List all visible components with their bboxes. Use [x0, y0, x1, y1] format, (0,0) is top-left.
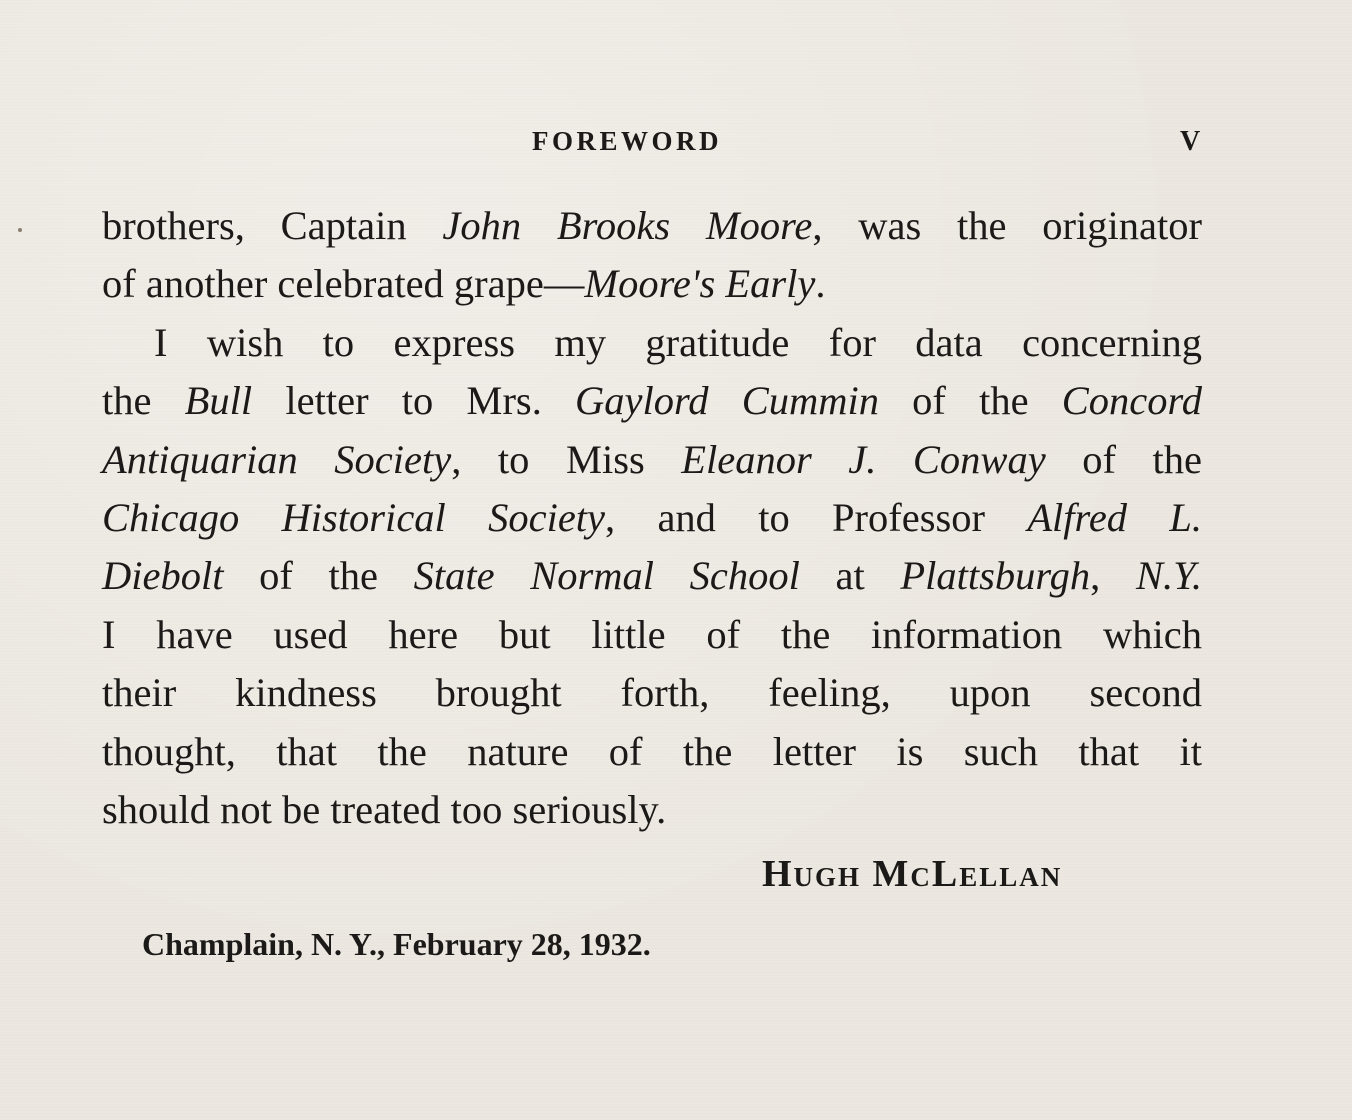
text-line [102, 781, 1202, 839]
text-line [102, 606, 1202, 664]
italic-run: Gaylord Cummin [575, 378, 879, 424]
text-run: their kindness brought forth, feeling, upon second [102, 670, 1202, 716]
text-run: thought, that the nature of the letter is such that it [102, 728, 1202, 774]
italic-run: Concord [1061, 378, 1202, 424]
text-line [102, 547, 1202, 605]
italic-run: Antiquarian Society [102, 436, 452, 482]
text-run: , was the originator [812, 203, 1203, 248]
italic-run: Plattsburgh [900, 553, 1091, 599]
text-run: brothers, Captain [102, 203, 443, 248]
text-line [102, 197, 1202, 255]
italic-run: Moore's Early [584, 261, 816, 307]
text-line [102, 664, 1202, 722]
text-line [102, 255, 1202, 313]
text-run: . [815, 261, 826, 307]
italic-run: State Normal School [413, 553, 800, 599]
body-text [102, 197, 1202, 839]
italic-run: John Brooks Moore [442, 203, 813, 248]
italic-run: Bull [184, 378, 253, 424]
running-title: FOREWORD [532, 126, 722, 156]
dateline: Champlain, N. Y., February 28, 1932. [142, 926, 651, 962]
text-run: should not be treated too seriously. [102, 786, 667, 832]
italic-run: Chicago Historical Society [102, 494, 606, 540]
page-number: V [1180, 126, 1201, 157]
text-run: , and to Professor [605, 494, 1028, 540]
text-run: of the [1045, 436, 1202, 482]
text-line [102, 372, 1202, 430]
text-run: , [1090, 553, 1136, 599]
text-run: I have used here but little of the information which [102, 611, 1202, 657]
text-line [102, 314, 1202, 372]
text-run: the [102, 378, 185, 424]
text-run: of the [223, 553, 414, 599]
text-line [102, 489, 1202, 547]
text-line [102, 431, 1202, 489]
text-run: , to Miss [451, 436, 682, 482]
text-run: letter to Mrs. [252, 378, 576, 424]
italic-run: Diebolt [102, 553, 224, 599]
paper-speck [18, 228, 22, 232]
italic-run: Alfred L. [1027, 494, 1202, 540]
text-run: of another celebrated grape— [102, 261, 585, 307]
running-head [0, 126, 1352, 166]
text-line [102, 723, 1202, 781]
text-run: I wish to express my gratitude for data concerning [154, 319, 1202, 365]
italic-run: Eleanor J. Conway [681, 436, 1046, 482]
text-run: at [799, 553, 901, 599]
author-signature: Hugh McLellan [762, 853, 1063, 895]
text-run: of the [878, 378, 1062, 424]
italic-run: N.Y. [1135, 553, 1203, 599]
